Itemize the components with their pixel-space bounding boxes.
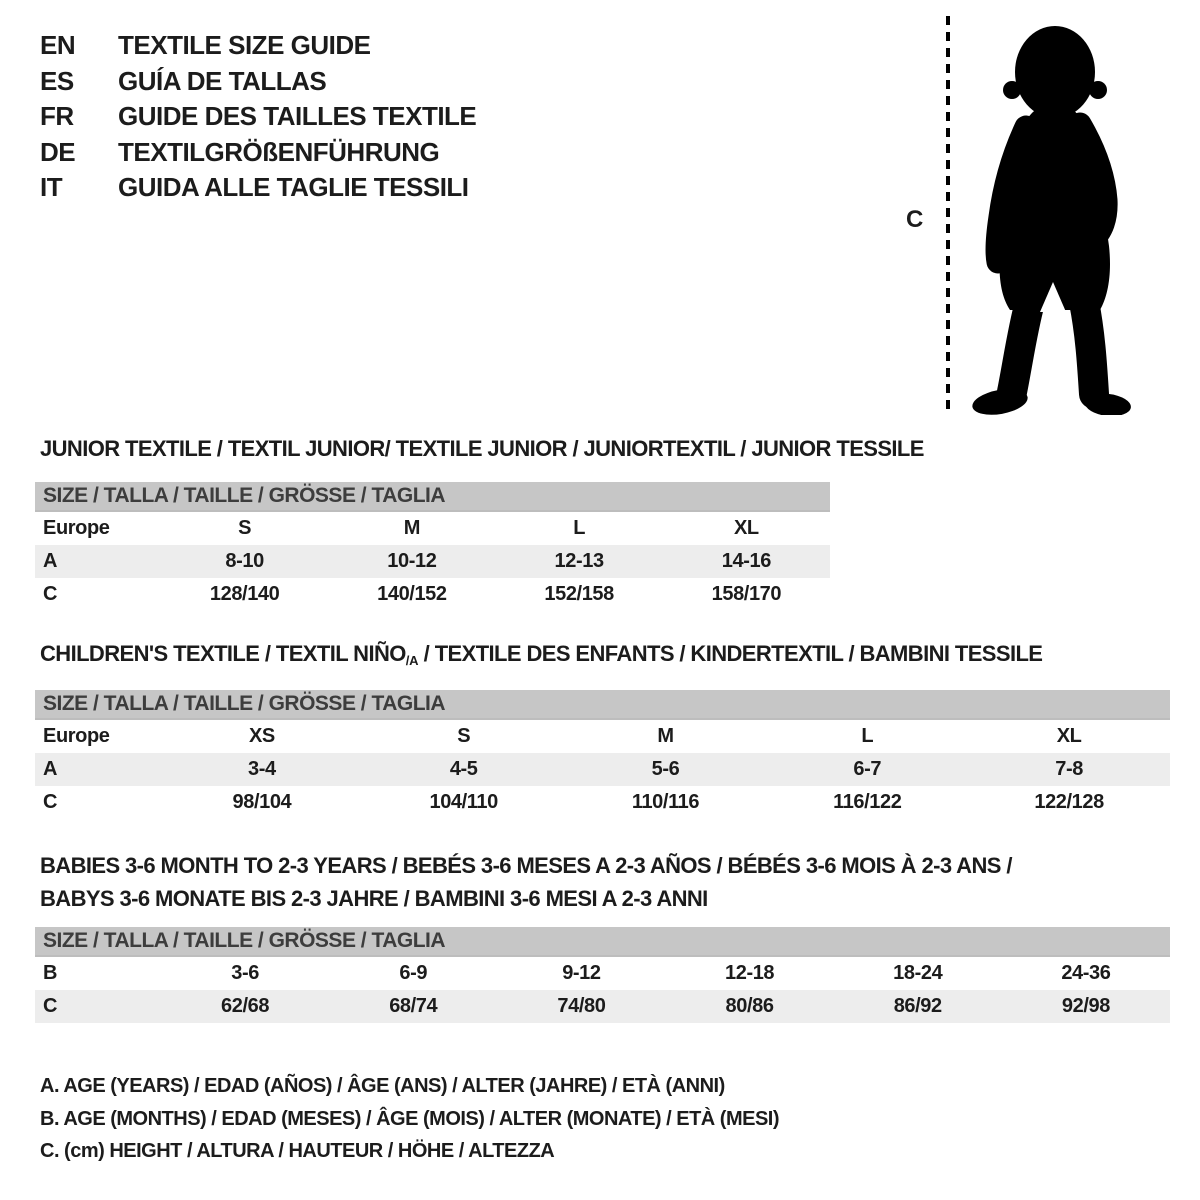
lang-code-it: IT: [40, 172, 63, 202]
row-label: C: [43, 583, 58, 605]
children-row-age: [35, 753, 1170, 786]
table-cell: 80/86: [725, 995, 774, 1017]
table-cell: 140/152: [377, 583, 447, 605]
guide-title-en: TEXTILE SIZE GUIDE: [118, 30, 371, 60]
row-label: C: [43, 791, 58, 813]
size-col-header: S: [457, 725, 471, 747]
children-title-main: CHILDREN'S TEXTILE / TEXTIL NIÑO: [40, 641, 406, 666]
lang-code-es: ES: [40, 65, 74, 96]
table-cell: 122/128: [1034, 791, 1104, 813]
size-col-header: S: [238, 517, 252, 539]
babies-row-months: [35, 957, 1170, 990]
row-label: B: [43, 962, 58, 984]
junior-section-title: JUNIOR TEXTILE / TEXTIL JUNIOR/ TEXTILE JUNIOR / JUNIORTEXTIL / JUNIOR TESSILE: [40, 436, 924, 461]
junior-size-header-bar: SIZE / TALLA / TAILLE / GRÖSSE / TAGLIA: [35, 482, 830, 512]
babies-row-height: [35, 990, 1170, 1023]
region-label: Europe: [43, 517, 110, 539]
size-col-header: L: [861, 725, 874, 747]
size-col-header: M: [403, 517, 420, 539]
table-cell: 128/140: [209, 583, 280, 605]
table-cell: 8-10: [225, 550, 264, 572]
measurement-legend: [40, 1070, 779, 1168]
children-title-subscript: /A: [405, 653, 419, 668]
size-col-header: XL: [733, 517, 759, 539]
table-cell: 158/170: [711, 583, 782, 605]
babies-title-line2: BABYS 3-6 MONATE BIS 2-3 JAHRE / BAMBINI 3-6 MESI A 2-3 ANNI: [40, 885, 708, 911]
children-row-height: [35, 786, 1170, 819]
legend-line-b: B. AGE (MONTHS) / EDAD (MESES) / ÂGE (MOIS) / ALTER (MONATE) / ETÀ (MESI): [40, 1107, 780, 1130]
table-cell: 3-6: [231, 962, 259, 984]
junior-row-height: [35, 578, 830, 611]
table-cell: 62/68: [221, 995, 270, 1017]
table-cell: 18-24: [893, 962, 943, 984]
children-title-rest: / TEXTILE DES ENFANTS / KINDERTEXTIL / BAMBINI TESSILE: [418, 641, 1043, 666]
size-col-header: M: [657, 725, 674, 747]
babies-section-title: [40, 850, 1012, 915]
lang-code-fr: FR: [40, 101, 74, 131]
table-cell: 7-8: [1055, 758, 1083, 780]
table-cell: 12-13: [554, 550, 604, 572]
children-columns-row: [35, 720, 1170, 753]
lang-row-fr: [40, 99, 476, 135]
table-cell: 74/80: [557, 995, 606, 1017]
lang-row-it: [40, 170, 476, 206]
children-size-header-bar: SIZE / TALLA / TAILLE / GRÖSSE / TAGLIA: [35, 690, 1170, 720]
row-label: A: [43, 758, 58, 780]
height-measure-dashed-line: [946, 16, 950, 414]
table-cell: 6-9: [399, 962, 428, 984]
size-col-header: XS: [248, 725, 275, 747]
lang-row-de: [40, 135, 476, 171]
lang-row-en: [40, 28, 476, 64]
junior-columns-row: [35, 512, 830, 545]
guide-title-de: TEXTILGRÖßENFÜHRUNG: [118, 136, 440, 167]
table-cell: 68/74: [389, 995, 438, 1017]
row-label: A: [43, 550, 58, 572]
babies-size-table: [35, 927, 1170, 1023]
table-cell: 14-16: [721, 550, 771, 572]
table-cell: 5-6: [651, 758, 680, 780]
lang-code-de: DE: [40, 136, 76, 167]
table-cell: 10-12: [387, 550, 437, 572]
row-label: C: [43, 995, 58, 1017]
guide-title-fr: GUIDE DES TAILLES TEXTILE: [118, 101, 477, 131]
table-cell: 24-36: [1061, 962, 1111, 984]
table-cell: 104/110: [429, 791, 498, 813]
table-cell: 110/116: [631, 791, 700, 813]
legend-line-a: A. AGE (YEARS) / EDAD (AÑOS) / ÂGE (ANS) / ALTER (JAHRE) / ETÀ (ANNI): [40, 1075, 725, 1097]
table-cell: 6-7: [853, 758, 882, 780]
lang-row-es: [40, 64, 476, 100]
table-cell: 12-18: [725, 962, 775, 984]
table-cell: 3-4: [248, 758, 276, 780]
junior-size-table: [35, 482, 830, 611]
language-title-block: [40, 28, 476, 206]
lang-code-en: EN: [40, 30, 76, 60]
guide-title-es: GUÍA DE TALLAS: [118, 65, 327, 96]
table-cell: 4-5: [449, 758, 478, 780]
children-size-table: [35, 690, 1170, 819]
table-cell: 116/122: [833, 791, 902, 813]
babies-size-header-bar: SIZE / TALLA / TAILLE / GRÖSSE / TAGLIA: [35, 927, 1170, 957]
children-section-title: [40, 641, 1042, 668]
legend-line-c: C. (cm) HEIGHT / ALTURA / HAUTEUR / HÖHE / ALTEZZA: [40, 1140, 555, 1162]
guide-title-it: GUIDA ALLE TAGLIE TESSILI: [118, 172, 469, 202]
junior-row-age: [35, 545, 830, 578]
table-cell: 98/104: [232, 791, 292, 813]
region-label: Europe: [43, 725, 110, 747]
size-col-header: L: [573, 517, 586, 539]
table-cell: 86/92: [893, 995, 942, 1017]
table-cell: 152/158: [544, 583, 614, 605]
table-cell: 9-12: [562, 962, 601, 984]
height-measure-label: C: [906, 206, 924, 233]
babies-title-line1: BABIES 3-6 MONTH TO 2-3 YEARS / BEBÉS 3-6 MESES A 2-3 AÑOS / BÉBÉS 3-6 MOIS À 2-3 ANS /: [40, 853, 1012, 878]
toddler-silhouette-icon: [962, 12, 1144, 415]
table-cell: 92/98: [1061, 995, 1110, 1017]
size-col-header: XL: [1056, 725, 1082, 747]
